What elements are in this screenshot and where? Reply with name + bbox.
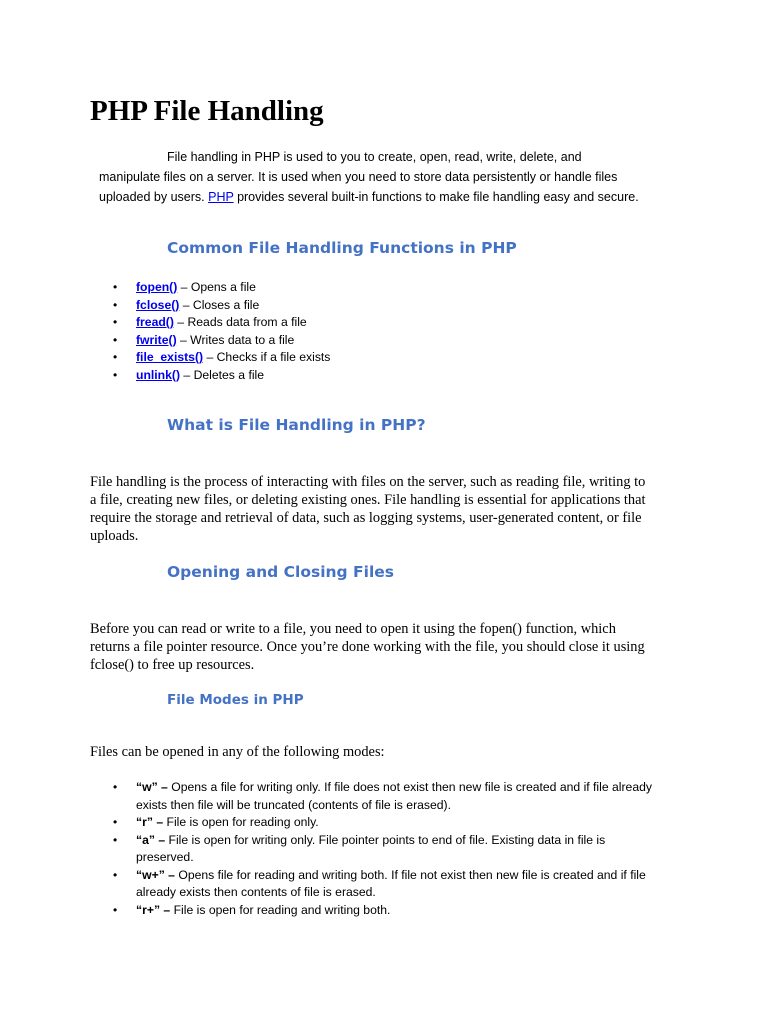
- paragraph-line: a file, creating new files, or deleting existing ones. File handling is essential for applications that: [90, 492, 646, 508]
- what-is-paragraph: [90, 473, 690, 545]
- heading-common-functions: Common File Handling Functions in PHP: [167, 239, 517, 257]
- intro-line: [99, 187, 699, 207]
- intro-line: manipulate files on a server. It is used when you need to store data persistently or handle files: [99, 170, 618, 184]
- bullet-icon: •: [113, 780, 118, 794]
- paragraph-line: fclose() to free up resources.: [90, 657, 255, 673]
- list-item: [113, 867, 696, 902]
- mode-description: File is open for reading only.: [163, 815, 319, 829]
- mode-description: exists then file will be truncated (contents of file is erased).: [136, 797, 451, 812]
- bullet-icon: •: [113, 867, 118, 882]
- mode-label: “w+” –: [136, 867, 175, 882]
- functions-list: [113, 279, 696, 384]
- mode-label: “w” –: [136, 780, 168, 794]
- intro-paragraph: [99, 147, 699, 207]
- list-item: [113, 832, 696, 867]
- file-modes-intro: Files can be opened in any of the following modes:: [90, 744, 385, 760]
- mode-description: File is open for writing only. File pointer points to end of file. Existing data in file is: [165, 832, 606, 847]
- function-description: – Deletes a file: [180, 367, 265, 382]
- mode-label: “r+” –: [136, 902, 171, 917]
- paragraph-line: require the storage and retrieval of data, such as logging systems, user-generated content, or file: [90, 510, 642, 526]
- bullet-icon: •: [113, 815, 118, 829]
- heading-what-is-file-handling: What is File Handling in PHP?: [167, 416, 426, 434]
- intro-line: File handling in PHP is used to you to create, open, read, write, delete, and: [167, 150, 582, 164]
- page-title: PHP File Handling: [90, 95, 324, 127]
- list-item: [113, 779, 696, 814]
- opening-closing-paragraph: [90, 620, 690, 674]
- mode-label: “a” –: [136, 832, 166, 847]
- list-item: [113, 314, 696, 332]
- heading-file-modes: File Modes in PHP: [167, 692, 304, 708]
- mode-label: “r” –: [136, 815, 164, 829]
- fopen-link[interactable]: fopen(): [136, 280, 178, 294]
- unlink-link[interactable]: unlink(): [136, 367, 181, 382]
- bullet-icon: •: [113, 832, 118, 847]
- mode-description: File is open for reading and writing both.: [170, 902, 391, 917]
- mode-description: Opens file for reading and writing both. If file not exist then new file is created and if file: [174, 867, 646, 882]
- list-item: [113, 332, 696, 350]
- mode-description: Opens a file for writing only. If file does not exist then new file is created and if file already: [167, 780, 652, 794]
- bullet-icon: •: [113, 332, 118, 347]
- paragraph-line: File handling is the process of interacting with files on the server, such as reading file, writing to: [90, 474, 646, 490]
- mode-description: already exists then contents of file is erased.: [136, 885, 376, 899]
- file-exists-link[interactable]: file_exists(): [136, 350, 204, 364]
- list-item: [113, 367, 696, 385]
- function-description: – Opens a file: [177, 280, 256, 294]
- paragraph-line: returns a file pointer resource. Once you’re done working with the file, you should close it using: [90, 639, 645, 655]
- intro-text: provides several built-in functions to make file handling easy and secure.: [233, 190, 639, 204]
- paragraph-line: uploads.: [90, 528, 139, 544]
- list-item: [113, 279, 696, 297]
- list-item: [113, 297, 696, 315]
- bullet-icon: •: [113, 297, 118, 312]
- intro-text: uploaded by users.: [99, 190, 209, 204]
- heading-opening-closing: Opening and Closing Files: [167, 563, 394, 581]
- list-item: [113, 349, 696, 367]
- php-link[interactable]: PHP: [208, 190, 234, 204]
- bullet-icon: •: [113, 367, 118, 382]
- bullet-icon: •: [113, 280, 118, 294]
- mode-description: preserved.: [136, 850, 194, 864]
- function-description: – Closes a file: [179, 297, 260, 312]
- paragraph-line: Before you can read or write to a file, you need to open it using the fopen() function, which: [90, 621, 616, 637]
- bullet-icon: •: [113, 315, 118, 329]
- fwrite-link[interactable]: fwrite(): [136, 332, 177, 347]
- bullet-icon: •: [113, 902, 118, 917]
- bullet-icon: •: [113, 350, 118, 364]
- list-item: [113, 814, 696, 832]
- function-description: – Checks if a file exists: [203, 350, 331, 364]
- function-description: – Reads data from a file: [173, 315, 307, 329]
- list-item: [113, 902, 696, 920]
- file-modes-list: [113, 779, 696, 919]
- function-description: – Writes data to a file: [176, 332, 295, 347]
- fread-link[interactable]: fread(): [136, 315, 174, 329]
- fclose-link[interactable]: fclose(): [136, 297, 180, 312]
